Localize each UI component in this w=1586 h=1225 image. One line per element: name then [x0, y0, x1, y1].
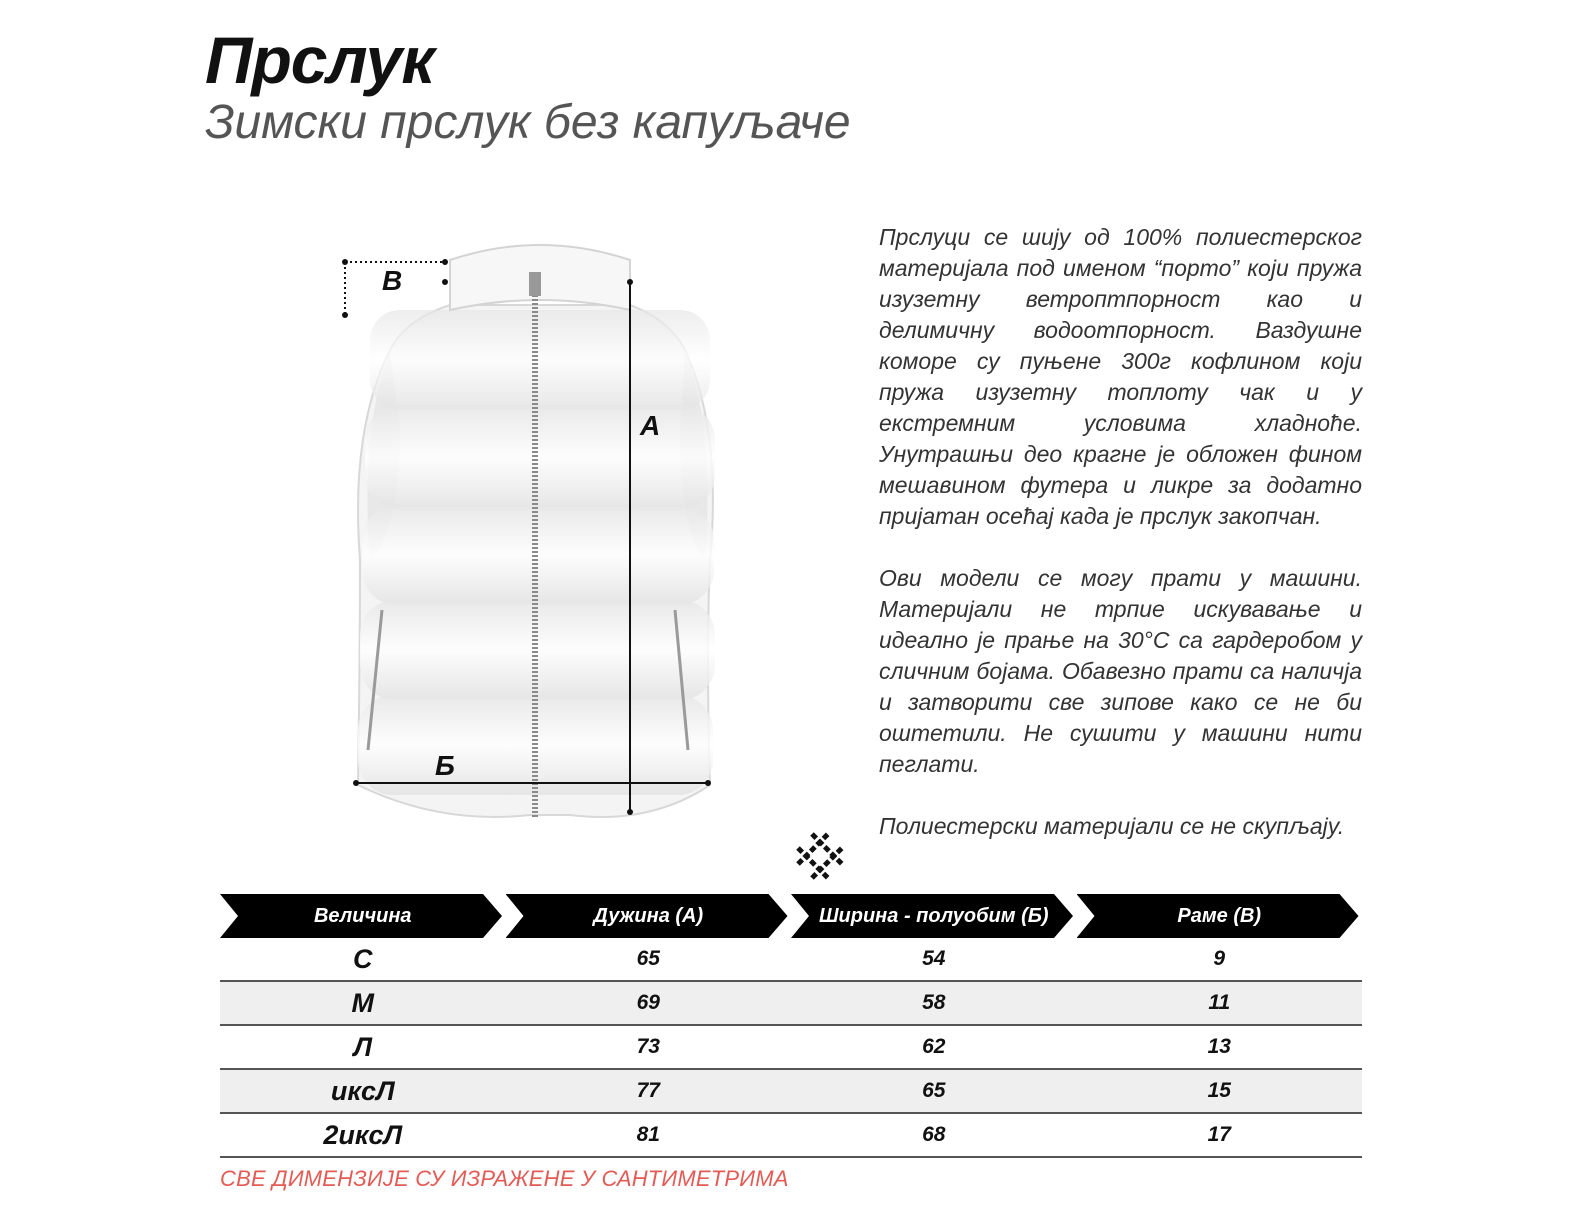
size-cell: иксЛ	[220, 1069, 506, 1113]
description-paragraph-care: Ови модели се могу прати у машини. Материјали не трпие искувавање и идеално је прање на 30°C са гардеробом у сличним бојама. Обавезно прати са наличја и затворити све зипове како се не би оштетили. Не сушити у машини нити пеглати.	[879, 565, 1362, 777]
length-cell: 73	[506, 1025, 792, 1069]
length-cell: 81	[506, 1113, 792, 1157]
size-table-header	[220, 894, 1362, 938]
size-table	[220, 894, 1362, 1158]
shoulder-cell: 11	[1077, 981, 1363, 1025]
width-cell: 58	[791, 981, 1077, 1025]
header-shoulder: Раме (В)	[1077, 894, 1363, 938]
length-cell: 65	[506, 938, 792, 981]
dimension-label-a: A	[640, 410, 661, 441]
size-cell: С	[220, 938, 506, 981]
page-subtitle: Зимски прслук без капуљаче	[205, 96, 851, 149]
width-cell: 65	[791, 1069, 1077, 1113]
table-row	[220, 981, 1362, 1025]
table-row	[220, 1113, 1362, 1157]
page-title: Прслук	[205, 23, 434, 97]
width-cell: 62	[791, 1025, 1077, 1069]
table-row	[220, 1069, 1362, 1113]
dimension-label-b: Б	[435, 750, 455, 781]
size-cell: Л	[220, 1025, 506, 1069]
header-length: Дужина (А)	[506, 894, 792, 938]
shoulder-cell: 15	[1077, 1069, 1363, 1113]
shoulder-cell: 9	[1077, 938, 1363, 981]
units-footnote: СВЕ ДИМЕНЗИЈЕ СУ ИЗРАЖЕНЕ У САНТИМЕТРИМА	[220, 1166, 789, 1191]
size-cell: М	[220, 981, 506, 1025]
length-cell: 77	[506, 1069, 792, 1113]
table-row	[220, 1025, 1362, 1069]
vest-illustration	[330, 230, 750, 830]
product-description	[879, 222, 1362, 873]
shoulder-cell: 17	[1077, 1113, 1363, 1157]
length-cell: 69	[506, 981, 792, 1025]
width-cell: 54	[791, 938, 1077, 981]
header-size: Величина	[220, 894, 506, 938]
header-width: Ширина - полуобим (Б)	[791, 894, 1077, 938]
size-cell: 2иксЛ	[220, 1113, 506, 1157]
description-paragraph-shrink: Полиестерски материјали се не скупљају.	[879, 813, 1345, 839]
no-shrink-fabric-icon	[790, 826, 850, 886]
shoulder-cell: 13	[1077, 1025, 1363, 1069]
dimension-label-v: В	[382, 265, 403, 296]
table-row	[220, 938, 1362, 981]
description-paragraph-material: Прслуци се шију од 100% полиестерског материјала под именом “порто” који пружа изузетну ветроптпорност као и делимичну водоотпорност. Ваздушне коморе су пуњене 300г кофлином који пружа изузетну топлоту чак и у екстремним условима хладноће. Унутрашњи део крагне је обложен фином мешавином футера и ликре за додатно пријатан осећај када је прслук закопчан.	[879, 224, 1362, 529]
width-cell: 68	[791, 1113, 1077, 1157]
